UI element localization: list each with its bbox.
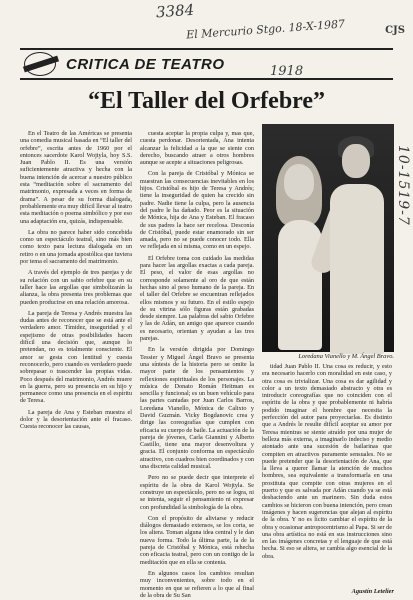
- paragraph: Pero no se puede decir que interprete el espíritu de la obra de Karol Wojtyla. Se construye un espectáculo, pero no se logra, ni se intenta, seguir el pensamiento ni expresar con profundidad la simbología de la obra.: [140, 474, 254, 511]
- actress-head: [284, 164, 314, 200]
- paragraph: En el Teatro de las Américas se presenta una comedia musical basada en “El taller del orfebre”, escrita antes de 1960 por el entonces sacerdote Karol Wojtyla, hoy S.S. Juan Pablo II. Es una versión suficientemente atractiva y hecha con la buena intención de acercar a nuestro público esta “meditación sobre el sacramento del matrimonio, expresada a veces en forma de drama”. A pesar de su forma dialogada, probablemente era muy difícil llevar al teatro esta meditación o poema simbólico y por eso una adaptación era, quizás, indispensable.: [20, 130, 133, 225]
- actors-photo: [262, 124, 394, 352]
- article-column-1: [20, 130, 132, 592]
- handwritten-margin-note: 10-1519-7: [395, 145, 411, 226]
- paragraph: En algunos casos los cambios resultan muy inconvenientes, sobre todo en el momento en que se refieren a lo que al final de la obra de Su San: [140, 569, 254, 599]
- paragraph: Con la pareja de Cristóbal y Mónica se muestran las consecuencias inevitables en los hijos. Cristóbal es hijo de Teresa y Andrés; tiene la inseguridad de quien ha crecido sin padre. Nadie tiene la culpa, pero la ausencia del padre le ha dañado. Peor es la situación de Mónica, hija de Ana y Esteban. El fracaso de sus padres la hace ser recelosa. Desconía de Cristóbal, puede estar enamorado sin ser amada, pero no se puede conocer todo. Ella ve reflejada en sí misma, como en un espejo.: [140, 170, 254, 251]
- actor-head: [342, 144, 370, 178]
- theater-logo-icon: [24, 52, 56, 76]
- handwritten-source-date: El Mercurio Stgo. 18-X-1987: [185, 17, 346, 42]
- handwritten-year: 1918: [270, 64, 304, 79]
- paragraph: A través del ejemplo de tres parejas y de su relación con un sabio orfebre que en su taller hace las argollas que simbolizarán la alianza, la obra presenta tres problemas que pueden producirse en una relación amorosa.: [20, 269, 132, 306]
- paragraph: La pareja de Teresa y Andrés muestra las dudas antes de reconocer que se está ante el verdadero amor. Tímidez, inseguridad y el espejismo de otras posibilidades hacen difícil una decisión que, aunque lo pretendan, no es totalmente consciente. El amor se gesta con lentitud y cuesta reconocerlo, pero cuando es verdadero puede sobrepasar o trascender las propias vidas. Poco después del matrimonio, Andrés muere en la guerra, pero su presencia en su hijo y permanece como una presencia en el espíritu de Teresa.: [20, 309, 133, 405]
- article-byline: Agustín Letelier: [351, 588, 394, 595]
- actress-body: [278, 220, 322, 350]
- article-column-3: [262, 363, 392, 583]
- photo-caption: Loredana Vianello y M. Ángel Bravo.: [298, 353, 394, 360]
- paragraph: cuesta aceptar la propia culpa y, mas que, cuesta perdonar. Desorientada, Ana intenta alcanzar la felicidad a la que se siente con derecho, buscando atraer a otros hombres aunque se acepte a situaciones peligrosas.: [140, 130, 254, 167]
- paragraph: La pareja de Ana y Esteban muestra el dolor y la desorientación ante el fracaso. Cuesta reconocer las causas,: [20, 408, 132, 431]
- section-rubric: [20, 48, 393, 80]
- article-column-2: [140, 130, 254, 599]
- paragraph: En la versión dirigida por Domingo Tessier y Miguel Ángel Bravo se presenta una síntesis de la historia pero se omite la mayor parte de los pensamientos y reflexiones espirituales de los personajes. La música de Donato Román Heitman es sencilla y funcional; es un buen vehículo para las partes cantadas por Juan Carlos Barros, Loredana Vianello, Mónica de Calixto y David Guzmán. Vicky Bogdanovic crea y dirige las coreografías que cumplen con eficacia su cuerpo de baile. La actuación de la pareja de jóvenes, Carla Giannini y Alberto Castillo, tiene una mayor desenvoltura y gracia. El conjunto conforma un espectáculo atractivo, con cuadros bien coordinados y con una discreta calidad musical.: [140, 346, 254, 471]
- paragraph: La obra no parece haber sido concebida como un espectáculo teatral, sino más bien como texto para lectura dialogada en un retiro o en una jornada apostólica que tuviera por tema el sacramento del matrimonio.: [20, 228, 132, 266]
- article-headline: “El Taller del Orfebre”: [87, 88, 326, 114]
- paragraph: El Orfebre toma con cuidado las medidas para hacer las argollas exactas a cada pareja. El peso, el valor de esas argollas no corresponde solamente al oro de que están hechas sino al peso humano de la pareja. En el taller del Orfebre se encuentran reflejados ellos mismos y su futuro. En el estilo espejo de su vitrina sólo figuras están grabadas desde siempre. Las palabras del sabio Orfebre y las de Adán, un amigo que aparece cuando es necesario, orientan y ayudan a las tres parejas.: [140, 254, 254, 343]
- paragraph: Con el propósito de aliviarse y reducir diálogos demasiado extensos, se los corta, se los altera. Toman alguna idea central y le dan nueva forma. Todo la última parte, la de la pareja de Cristóbal y Mónica, está rehecha con eficacia teatral, pero con un contigo de la meditación que en ella se contenia.: [140, 514, 254, 566]
- handwritten-archive-number: 3384: [155, 0, 195, 22]
- handwritten-code: CJS: [385, 25, 405, 36]
- rubric-label: CRITICA DE TEATRO: [66, 55, 225, 73]
- actor-body: [330, 184, 384, 354]
- paragraph: tidad Juan Pablo II. Una cosa es reducir, y esto era necesario hacerlo con moralidad en este caso, y otra cosa es trivializar. Una cosa es dar agilidad y color a un texto demasiado abstracto y otra es introducir coreografías que no coinciden con el espíritu de la obra y que probablemente ni habría podido imaginar el hombre que necesita la perfección del autor para proyectarlas. Es distinto que a Andrés le resulte difícil aceptar su amor por Teresa mientras se siente atraído por una mujer de belleza más externa, a imaginarlo indeciso y medio atontado ante una sucesión de bailarinas que compiten en atractivos puramente sensuales. No se puede pretender que la desorientación de Ana, que la lleva a querer llamar la atención de muchos hombres, sea equivalente a transformarla en una prostituta que compite con otras mujeres en el puerto y que es salvada por Adán cuando ya se está deshaciendo ante un marinero. Sin duda estos cambios se hicieron con buena intención, pero crean imágenes y hacen sugerencias que alejan al espíritu de la obra. Y no es lícito cambiar el espíritu de la obra y ocasionar antropocentrismo al Papa. Si ser de una obra artística no está en sus instrucciones sino en las imágenes concretas y el lenguaje de que está hecha. Si eso se altera, se cambia algo esencial de la obra.: [262, 363, 392, 560]
